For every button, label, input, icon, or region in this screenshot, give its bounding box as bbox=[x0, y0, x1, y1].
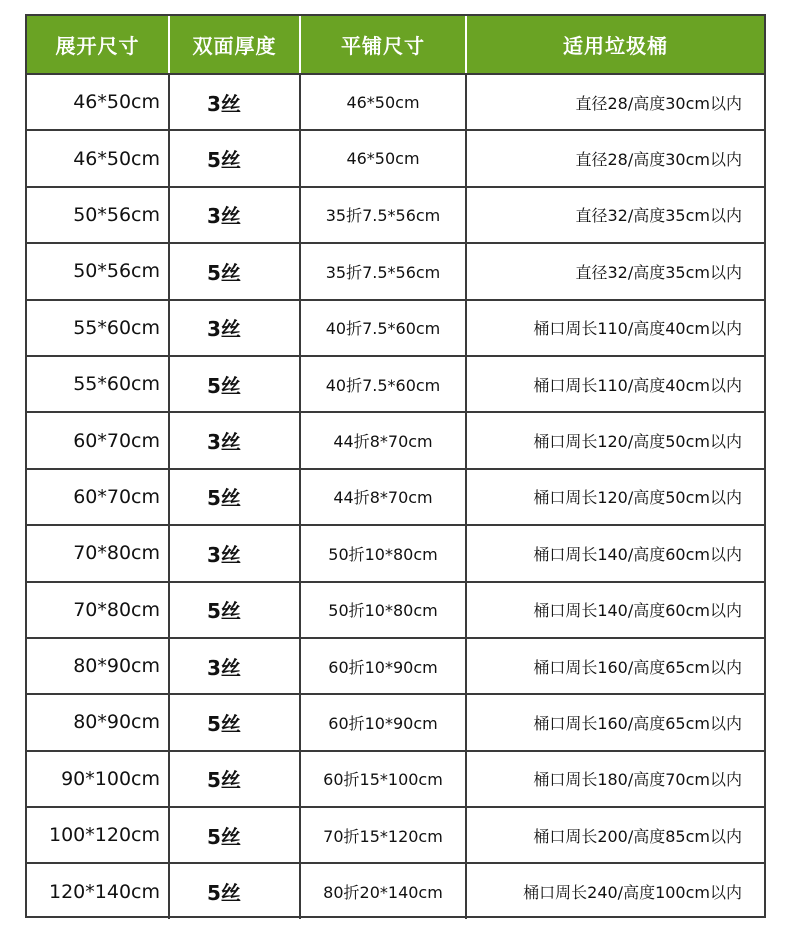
cell-applicable-bin: 桶口周长160/高度65cm以内 bbox=[533, 657, 742, 677]
table-row bbox=[27, 186, 764, 242]
size-spec-table bbox=[25, 14, 766, 918]
cell-applicable-bin: 直径32/高度35cm以内 bbox=[575, 262, 742, 282]
cell-thickness: 3丝 bbox=[170, 301, 301, 355]
cell-flat-size: 60折10*90cm bbox=[301, 695, 467, 749]
cell-unfolded-size: 60*70cm bbox=[27, 413, 170, 467]
cell-applicable-bin: 桶口周长200/高度85cm以内 bbox=[533, 826, 742, 846]
header-applicable-bin: 适用垃圾桶 bbox=[563, 34, 668, 58]
cell-thickness: 5丝 bbox=[170, 131, 301, 185]
cell-applicable-bin: 桶口周长160/高度65cm以内 bbox=[533, 713, 742, 733]
cell-flat-size: 60折10*90cm bbox=[301, 639, 467, 693]
cell-thickness: 3丝 bbox=[170, 639, 301, 693]
cell-applicable-bin: 桶口周长240/高度100cm以内 bbox=[523, 883, 742, 903]
table-row bbox=[27, 355, 764, 411]
cell-flat-size: 44折8*70cm bbox=[301, 470, 467, 524]
cell-unfolded-size: 50*56cm bbox=[27, 244, 170, 298]
table-row bbox=[27, 806, 764, 862]
cell-flat-size: 35折7.5*56cm bbox=[301, 188, 467, 242]
cell-applicable-bin: 桶口周长140/高度60cm以内 bbox=[533, 601, 742, 621]
header-flat-size: 平铺尺寸 bbox=[301, 16, 467, 73]
cell-applicable-bin: 直径28/高度30cm以内 bbox=[575, 93, 742, 113]
cell-thickness: 5丝 bbox=[170, 808, 301, 862]
cell-unfolded-size: 70*80cm bbox=[27, 526, 170, 580]
cell-unfolded-size: 90*100cm bbox=[27, 752, 170, 806]
table-row bbox=[27, 129, 764, 185]
cell-unfolded-size: 80*90cm bbox=[27, 695, 170, 749]
table-row bbox=[27, 411, 764, 467]
cell-flat-size: 46*50cm bbox=[301, 75, 467, 129]
cell-thickness: 5丝 bbox=[170, 695, 301, 749]
cell-thickness: 5丝 bbox=[170, 583, 301, 637]
cell-applicable-bin: 桶口周长110/高度40cm以内 bbox=[533, 319, 742, 339]
cell-flat-size: 46*50cm bbox=[301, 131, 467, 185]
table-row bbox=[27, 693, 764, 749]
cell-applicable-bin: 桶口周长120/高度50cm以内 bbox=[533, 432, 742, 452]
cell-flat-size: 40折7.5*60cm bbox=[301, 301, 467, 355]
table-body bbox=[27, 73, 764, 919]
cell-thickness: 5丝 bbox=[170, 752, 301, 806]
cell-flat-size: 70折15*120cm bbox=[301, 808, 467, 862]
cell-unfolded-size: 100*120cm bbox=[27, 808, 170, 862]
cell-applicable-bin: 直径32/高度35cm以内 bbox=[575, 206, 742, 226]
cell-thickness: 5丝 bbox=[170, 244, 301, 298]
cell-unfolded-size: 46*50cm bbox=[27, 75, 170, 129]
table-row bbox=[27, 242, 764, 298]
table-row bbox=[27, 468, 764, 524]
table-row bbox=[27, 637, 764, 693]
cell-flat-size: 44折8*70cm bbox=[301, 413, 467, 467]
cell-thickness: 5丝 bbox=[170, 864, 301, 918]
cell-unfolded-size: 80*90cm bbox=[27, 639, 170, 693]
cell-thickness: 3丝 bbox=[170, 413, 301, 467]
header-double-thickness: 双面厚度 bbox=[170, 16, 301, 73]
cell-flat-size: 50折10*80cm bbox=[301, 583, 467, 637]
cell-unfolded-size: 120*140cm bbox=[27, 864, 170, 918]
cell-unfolded-size: 55*60cm bbox=[27, 301, 170, 355]
table-row bbox=[27, 524, 764, 580]
table-row bbox=[27, 299, 764, 355]
table-row bbox=[27, 581, 764, 637]
cell-thickness: 3丝 bbox=[170, 526, 301, 580]
cell-flat-size: 60折15*100cm bbox=[301, 752, 467, 806]
cell-unfolded-size: 55*60cm bbox=[27, 357, 170, 411]
table-header bbox=[27, 16, 764, 73]
header-unfolded-size: 展开尺寸 bbox=[27, 16, 170, 73]
table-row bbox=[27, 750, 764, 806]
cell-applicable-bin: 桶口周长180/高度70cm以内 bbox=[533, 770, 742, 790]
cell-flat-size: 40折7.5*60cm bbox=[301, 357, 467, 411]
cell-flat-size: 80折20*140cm bbox=[301, 864, 467, 918]
cell-applicable-bin: 桶口周长120/高度50cm以内 bbox=[533, 488, 742, 508]
cell-thickness: 3丝 bbox=[170, 75, 301, 129]
cell-thickness: 5丝 bbox=[170, 470, 301, 524]
cell-unfolded-size: 46*50cm bbox=[27, 131, 170, 185]
cell-applicable-bin: 桶口周长110/高度40cm以内 bbox=[533, 375, 742, 395]
cell-flat-size: 35折7.5*56cm bbox=[301, 244, 467, 298]
cell-unfolded-size: 50*56cm bbox=[27, 188, 170, 242]
table-row bbox=[27, 862, 764, 918]
cell-unfolded-size: 60*70cm bbox=[27, 470, 170, 524]
cell-thickness: 3丝 bbox=[170, 188, 301, 242]
cell-applicable-bin: 直径28/高度30cm以内 bbox=[575, 150, 742, 170]
cell-applicable-bin: 桶口周长140/高度60cm以内 bbox=[533, 544, 742, 564]
cell-thickness: 5丝 bbox=[170, 357, 301, 411]
table-row bbox=[27, 73, 764, 129]
cell-flat-size: 50折10*80cm bbox=[301, 526, 467, 580]
cell-unfolded-size: 70*80cm bbox=[27, 583, 170, 637]
